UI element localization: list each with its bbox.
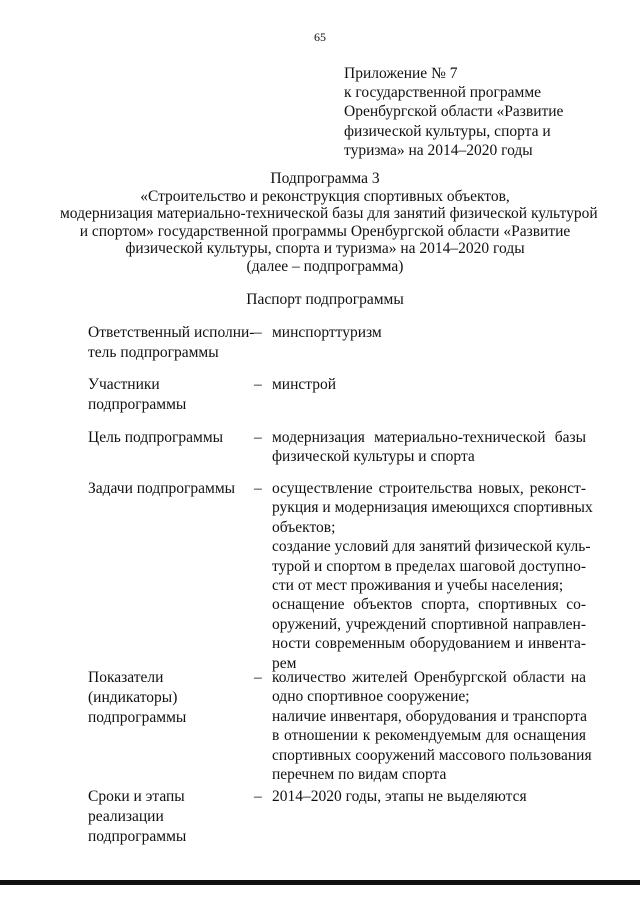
title-line: «Строительство и реконструкция спортивных объектов, bbox=[140, 187, 510, 205]
row-dash: – bbox=[254, 669, 262, 686]
appendix-line: Приложение № 7 bbox=[344, 65, 458, 82]
row-value-line: рукция и модернизация имеющихся спортивных bbox=[272, 499, 593, 517]
row-value-line: наличие инвентаря, оборудования и транспорта bbox=[272, 707, 587, 725]
row-value-line: модернизация материально-технической базы bbox=[272, 429, 586, 446]
row-label bbox=[88, 323, 255, 363]
title-line: Подпрограмма 3 bbox=[270, 170, 380, 187]
title-line: (далее – подпрограмма) bbox=[246, 257, 404, 275]
row-value-line: перечнем по видам спорта bbox=[272, 766, 447, 784]
row-value bbox=[272, 428, 586, 467]
row-label-line: Показатели bbox=[88, 669, 164, 686]
row-value-line: одно спортивное сооружение; bbox=[272, 688, 470, 706]
row-label-line: Ответственный исполни- bbox=[88, 324, 255, 341]
row-value-line: минспорттуризм bbox=[272, 324, 382, 341]
title-line: физической культуры, спорта и туризма» на 2014–2020 годы bbox=[125, 240, 525, 258]
row-value-line: физической культуры и спорта bbox=[272, 448, 475, 466]
row-value-line: рем bbox=[272, 654, 297, 672]
row-dash: – bbox=[254, 324, 262, 341]
row-label bbox=[88, 668, 250, 728]
row-value bbox=[272, 787, 586, 806]
title-line: и спортом» государственной программы Оренбургской области «Развитие bbox=[79, 222, 571, 240]
row-value-line: оружений, учреждений спортивной направлен- bbox=[272, 615, 586, 633]
appendix-line: туризма» на 2014–2020 годы bbox=[344, 141, 533, 159]
page-bottom-rule bbox=[0, 880, 640, 885]
row-dash: – bbox=[254, 429, 262, 446]
row-label-line: подпрограммы bbox=[88, 828, 187, 845]
row-label-line: тель подпрограммы bbox=[88, 344, 219, 361]
row-value bbox=[272, 375, 586, 394]
row-value-line: в отношении к рекомендуемым для оснащения bbox=[272, 727, 586, 745]
row-value-line: минстрой bbox=[272, 376, 337, 393]
row-value bbox=[272, 323, 586, 342]
row-value-line: спортивных сооружений массового пользования bbox=[272, 746, 592, 764]
row-value-line: сти от мест проживания и учебы населения; bbox=[272, 577, 564, 595]
row-label-line: Цель подпрограммы bbox=[88, 429, 224, 446]
row-dash: – bbox=[254, 788, 262, 805]
row-value-line: осуществление строительства новых, реконст- bbox=[272, 480, 586, 497]
subprogram-title bbox=[60, 170, 598, 276]
row-label-line: подпрограммы bbox=[88, 709, 187, 726]
row-label bbox=[88, 375, 250, 415]
row-label bbox=[88, 787, 250, 847]
page-number: 65 bbox=[314, 30, 326, 44]
row-dash: – bbox=[254, 376, 262, 393]
row-label-line: реализации bbox=[88, 808, 164, 825]
row-value-line: ности современным оборудованием и инвента- bbox=[272, 635, 586, 653]
row-label-line: (индикаторы) bbox=[88, 689, 178, 706]
row-value-line: количество жителей Оренбургской области на bbox=[272, 669, 586, 686]
row-value-line: оснащение объектов спорта, спортивных со- bbox=[272, 596, 586, 614]
appendix-line: Оренбургской области «Развитие bbox=[344, 103, 564, 121]
title-line: модернизация материально-технической базы для занятий физической культурой bbox=[60, 205, 598, 223]
appendix-line: физической культуры, спорта и bbox=[344, 122, 551, 140]
appendix-line: к государственной программе bbox=[344, 84, 542, 102]
appendix-note bbox=[344, 64, 604, 160]
row-value-line: создание условий для занятий физической куль- bbox=[272, 538, 591, 556]
row-value-line: 2014–2020 годы, этапы не выделяются bbox=[272, 788, 527, 805]
row-label-line: Задачи подпрограммы bbox=[88, 480, 236, 497]
row-value bbox=[272, 668, 592, 784]
row-value bbox=[272, 479, 593, 673]
row-value-line: турой и спортом в пределах шаговой доступно- bbox=[272, 557, 586, 575]
row-value-line: объектов; bbox=[272, 518, 336, 536]
row-label bbox=[88, 428, 250, 448]
row-label bbox=[88, 479, 250, 499]
passport-heading: Паспорт подпрограммы bbox=[246, 291, 404, 308]
row-label-line: подпрограммы bbox=[88, 396, 187, 413]
row-label-line: Участники bbox=[88, 376, 160, 393]
row-label-line: Сроки и этапы bbox=[88, 788, 185, 805]
row-dash: – bbox=[254, 480, 262, 497]
